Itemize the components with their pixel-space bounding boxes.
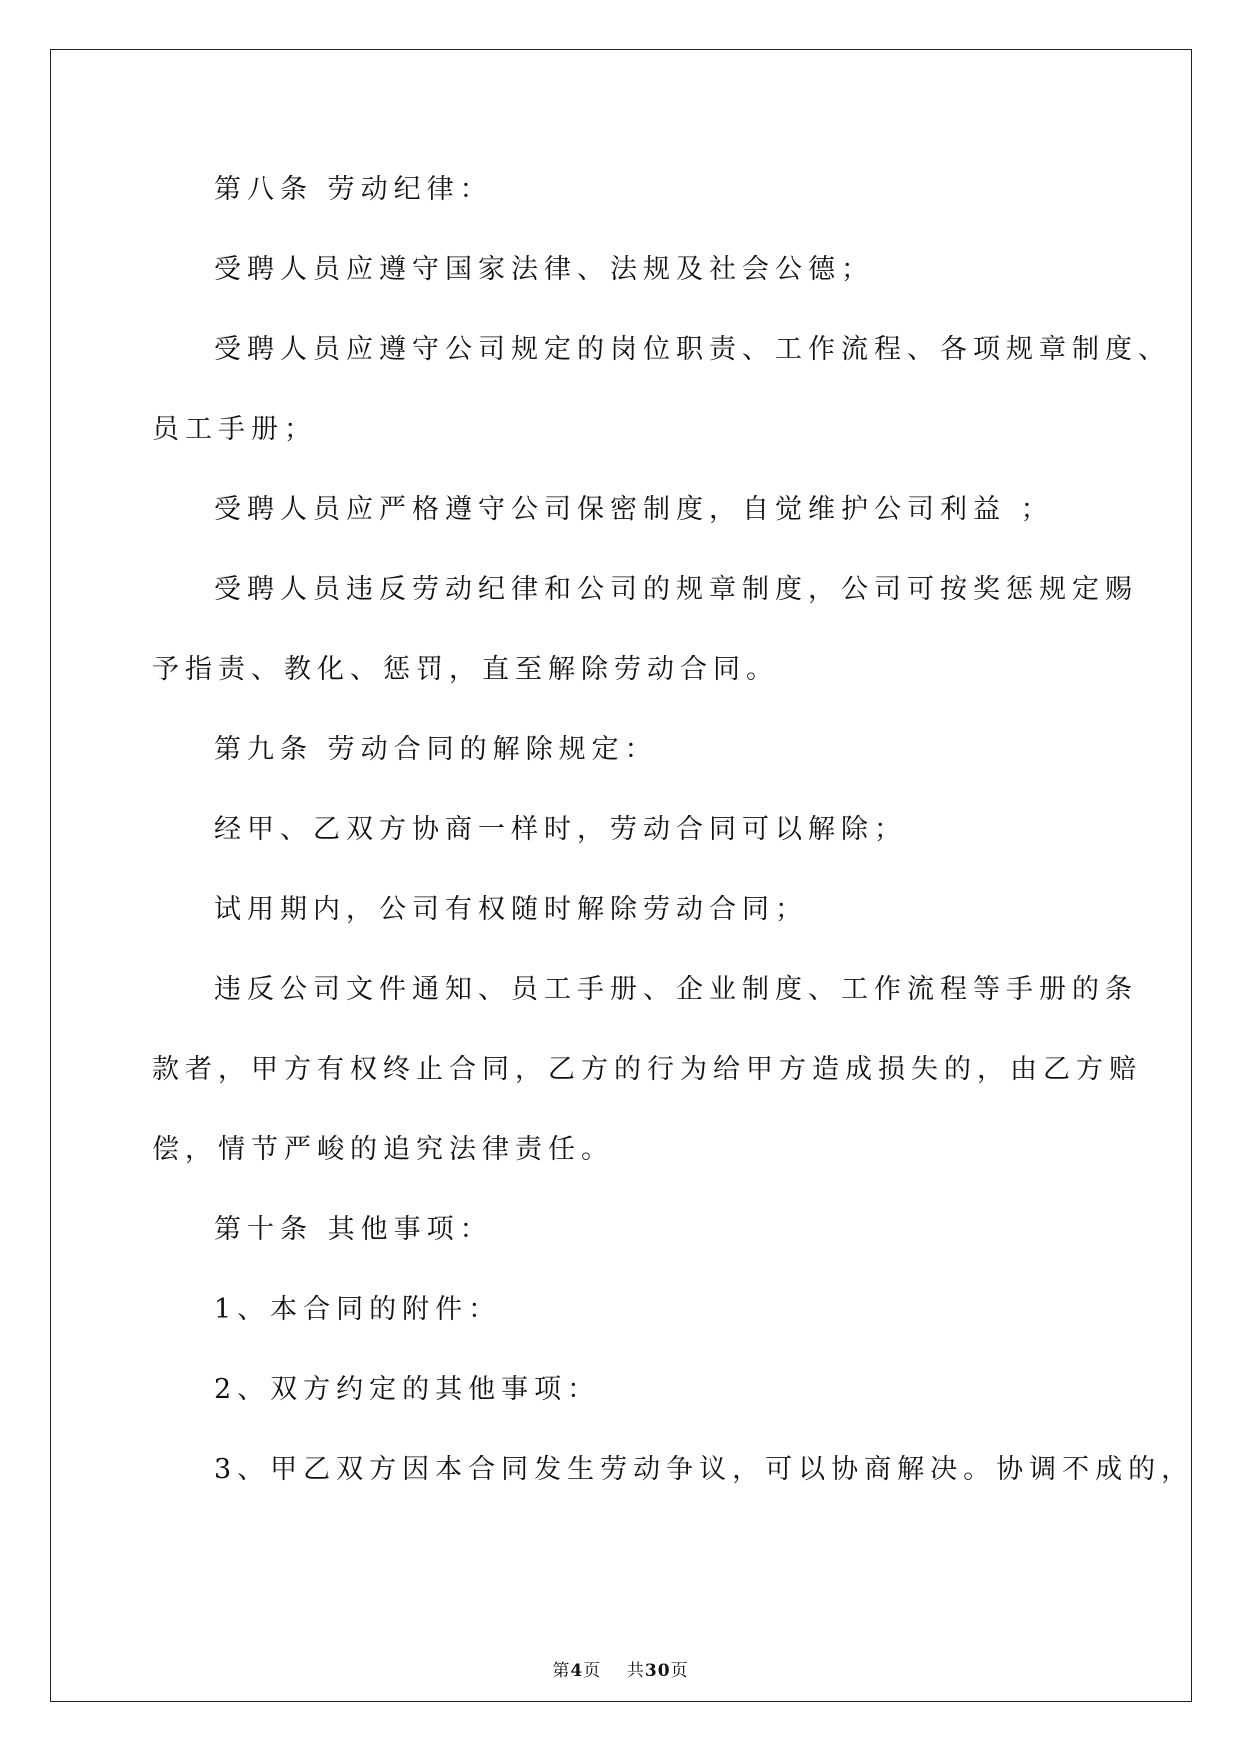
body-line: 偿，情节严峻的追究法律责任。	[152, 1134, 614, 1165]
total-pages: 30	[644, 1661, 671, 1681]
page-suffix: 页	[583, 1661, 602, 1681]
body-line: 员工手册；	[152, 414, 317, 445]
total-suffix: 页	[670, 1661, 689, 1681]
body-line: 受聘人员违反劳动纪律和公司的规章制度，公司可按奖惩规定赐	[214, 574, 1138, 605]
body-line: 受聘人员应遵守国家法律、法规及社会公德；	[214, 254, 874, 285]
body-line: 款者，甲方有权终止合同，乙方的行为给甲方造成损失的，由乙方赔	[152, 1054, 1142, 1085]
article-10-heading: 第十条 其他事项：	[214, 1214, 493, 1245]
body-line: 受聘人员应严格遵守公司保密制度，自觉维护公司利益 ；	[214, 494, 1054, 525]
list-item: 1、本合同的附件：	[214, 1294, 502, 1325]
list-item: 2、双方约定的其他事项：	[214, 1374, 601, 1405]
article-9-heading: 第九条 劳动合同的解除规定：	[214, 734, 658, 765]
page-footer	[0, 1656, 1241, 1681]
article-8-heading: 第八条 劳动纪律：	[214, 174, 493, 205]
total-prefix: 共	[626, 1661, 645, 1681]
body-line: 试用期内，公司有权随时解除劳动合同；	[214, 894, 808, 925]
body-line: 受聘人员应遵守公司规定的岗位职责、工作流程、各项规章制度、	[214, 334, 1171, 365]
page-prefix: 第	[552, 1661, 571, 1681]
page-number: 4	[570, 1661, 584, 1681]
list-item: 3、甲乙双方因本合同发生劳动争议，可以协商解决。协调不成的，	[214, 1454, 1195, 1485]
body-line: 予指责、教化、惩罚，直至解除劳动合同。	[152, 654, 779, 685]
body-line: 经甲、乙双方协商一样时，劳动合同可以解除；	[214, 814, 907, 845]
body-line: 违反公司文件通知、员工手册、企业制度、工作流程等手册的条	[214, 974, 1138, 1005]
